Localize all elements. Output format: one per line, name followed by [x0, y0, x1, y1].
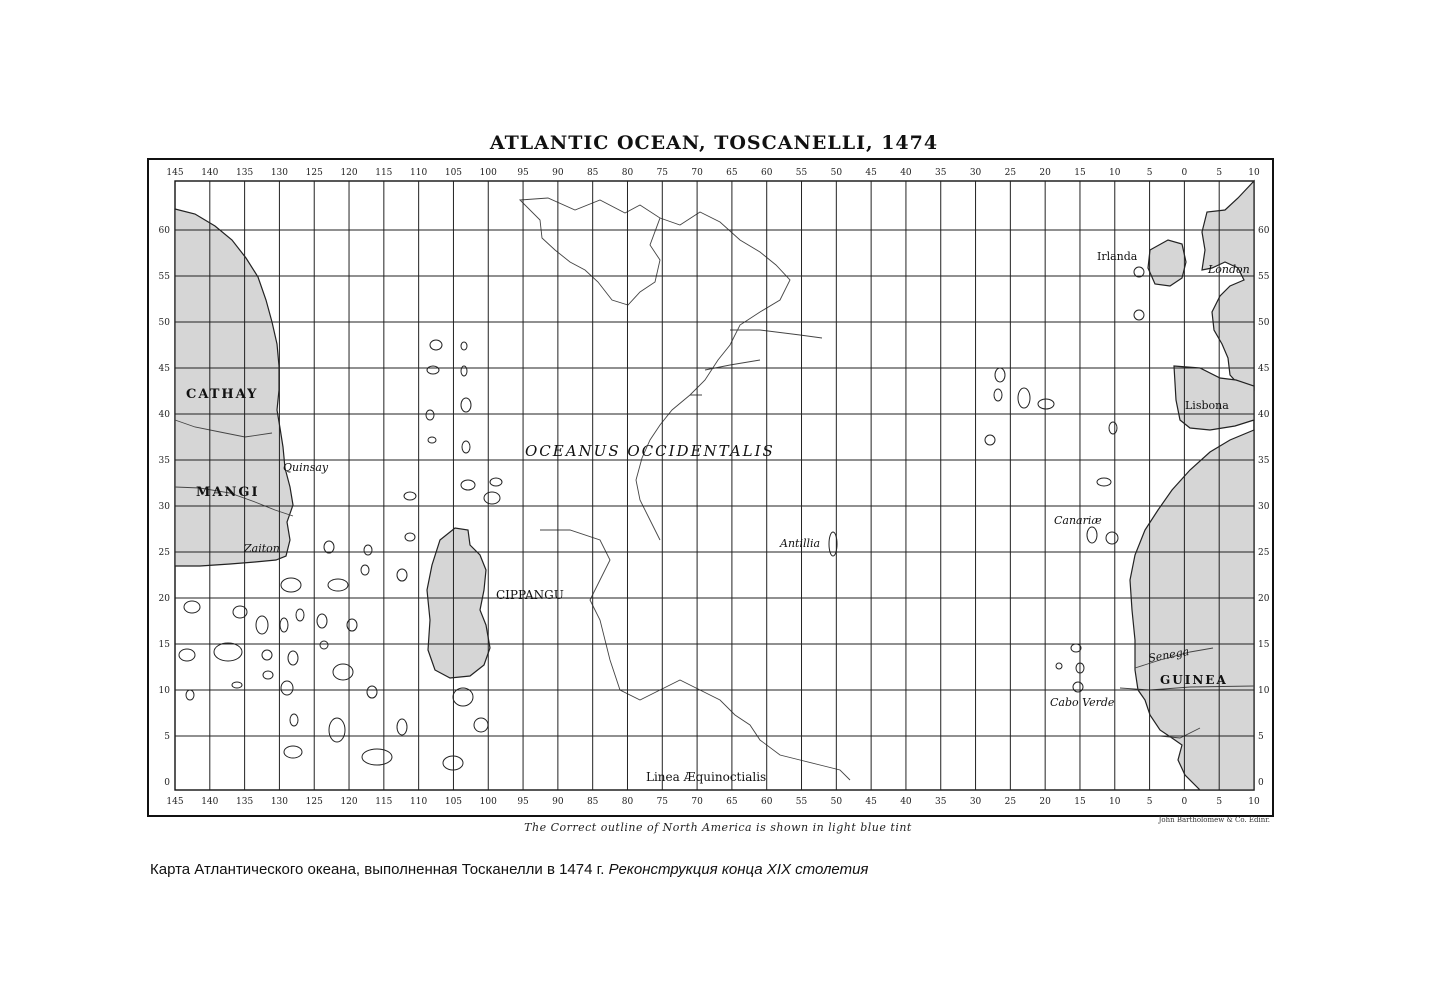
latitude-label-right: 60	[1258, 226, 1270, 236]
longitude-label-bot: 30	[969, 797, 982, 807]
cippangu-island	[427, 528, 490, 678]
longitude-label-top: 70	[691, 168, 703, 178]
longitude-label-top: 5	[1216, 168, 1223, 178]
longitude-label-top: 5	[1146, 168, 1153, 178]
longitude-label-top: 30	[969, 168, 982, 178]
longitude-label-bot: 75	[656, 797, 669, 807]
longitude-label-bot: 90	[552, 797, 564, 807]
longitude-label-top: 65	[726, 168, 738, 178]
longitude-label-top: 80	[621, 168, 634, 178]
label-quinsay: Quinsay	[283, 461, 329, 474]
graticule-labels	[159, 168, 1270, 807]
longitude-label-top: 10	[1248, 168, 1260, 178]
latitude-label-right: 25	[1258, 548, 1270, 558]
longitude-label-top: 140	[201, 168, 219, 178]
longitude-label-top: 90	[552, 168, 564, 178]
longitude-label-top: 60	[760, 168, 773, 178]
longitude-label-top: 15	[1074, 168, 1086, 178]
longitude-label-top: 0	[1181, 168, 1188, 178]
longitude-label-bot: 95	[517, 797, 529, 807]
longitude-label-top: 40	[900, 168, 912, 178]
latitude-label-left: 55	[158, 272, 170, 282]
latitude-label-left: 60	[158, 226, 170, 236]
longitude-label-bot: 100	[479, 797, 497, 807]
longitude-label-bot: 105	[444, 797, 463, 807]
longitude-label-bot: 5	[1216, 797, 1223, 807]
longitude-label-bot: 140	[201, 797, 219, 807]
longitude-label-bot: 110	[410, 797, 428, 807]
latitude-label-right: 20	[1258, 594, 1270, 604]
latitude-label-right: 0	[1258, 778, 1264, 788]
latitude-label-right: 40	[1258, 410, 1270, 420]
longitude-label-top: 25	[1004, 168, 1017, 178]
label-irlanda: Irlanda	[1097, 250, 1138, 263]
latitude-label-left: 5	[164, 732, 170, 742]
longitude-label-top: 45	[865, 168, 877, 178]
latitude-label-left: 50	[158, 318, 170, 328]
longitude-label-bot: 45	[865, 797, 877, 807]
longitude-label-bot: 20	[1039, 797, 1051, 807]
longitude-label-top: 135	[236, 168, 254, 178]
label-equator: Linea Æquinoctialis	[646, 770, 767, 784]
figure-caption	[150, 861, 868, 878]
label-senega: Senega	[1147, 644, 1191, 665]
longitude-label-top: 125	[305, 168, 323, 178]
north-america-outline	[520, 198, 850, 780]
label-zaiton: Zaiton	[244, 542, 280, 555]
longitude-label-top: 145	[166, 168, 184, 178]
longitude-label-bot: 50	[830, 797, 843, 807]
label-cathay: CATHAY	[186, 387, 259, 402]
longitude-label-top: 130	[270, 168, 289, 178]
longitude-label-top: 50	[830, 168, 843, 178]
longitude-label-top: 55	[795, 168, 808, 178]
longitude-label-bot: 60	[760, 797, 773, 807]
latitude-label-left: 10	[158, 686, 170, 696]
label-mangi: MANGI	[196, 485, 260, 500]
latitude-label-left: 30	[158, 502, 170, 512]
label-lisbona: Lisbona	[1185, 399, 1229, 412]
longitude-label-bot: 115	[375, 797, 393, 807]
latitude-label-right: 10	[1258, 686, 1270, 696]
longitude-label-bot: 145	[166, 797, 184, 807]
latitude-label-left: 20	[158, 594, 170, 604]
latitude-label-right: 55	[1258, 272, 1270, 282]
latitude-label-right: 30	[1258, 502, 1270, 512]
longitude-label-bot: 135	[236, 797, 254, 807]
longitude-label-top: 120	[340, 168, 358, 178]
latitude-label-left: 45	[158, 364, 170, 374]
label-guinea: GUINEA	[1160, 673, 1228, 687]
label-cabo-verde: Cabo Verde	[1050, 696, 1115, 709]
latitude-label-left: 15	[158, 640, 170, 650]
longitude-label-bot: 10	[1109, 797, 1121, 807]
latitude-label-right: 5	[1258, 732, 1264, 742]
label-ocean: OCEANUS OCCIDENTALIS	[525, 442, 775, 460]
longitude-label-bot: 80	[621, 797, 634, 807]
longitude-label-bot: 70	[691, 797, 703, 807]
longitude-label-bot: 85	[586, 797, 599, 807]
caption-main: Карта Атлантического океана, выполненная Тосканелли в 1474 г.	[150, 861, 605, 878]
longitude-label-top: 105	[444, 168, 463, 178]
longitude-label-bot: 0	[1181, 797, 1188, 807]
map-title: ATLANTIC OCEAN, TOSCANELLI, 1474	[489, 132, 939, 154]
longitude-label-top: 20	[1039, 168, 1051, 178]
label-cippangu: CIPPANGU	[496, 588, 564, 602]
longitude-label-bot: 40	[900, 797, 912, 807]
longitude-label-top: 35	[935, 168, 947, 178]
longitude-label-top: 100	[479, 168, 497, 178]
label-antillia: Antillia	[780, 537, 821, 550]
latitude-label-left: 35	[158, 456, 170, 466]
longitude-label-top: 95	[517, 168, 529, 178]
label-london: London	[1208, 263, 1250, 276]
label-canariae: Canariæ	[1054, 514, 1102, 527]
longitude-label-bot: 55	[795, 797, 808, 807]
longitude-label-bot: 10	[1248, 797, 1260, 807]
longitude-label-top: 85	[586, 168, 599, 178]
scattered-islands	[179, 267, 1144, 770]
latitude-label-left: 0	[164, 778, 170, 788]
longitude-label-bot: 25	[1004, 797, 1017, 807]
latitude-label-left: 25	[158, 548, 170, 558]
longitude-label-bot: 120	[340, 797, 358, 807]
latitude-label-right: 50	[1258, 318, 1270, 328]
longitude-label-bot: 35	[935, 797, 947, 807]
longitude-label-bot: 130	[270, 797, 289, 807]
longitude-label-bot: 5	[1146, 797, 1153, 807]
longitude-label-top: 115	[375, 168, 393, 178]
latitude-label-right: 35	[1258, 456, 1270, 466]
longitude-label-bot: 65	[726, 797, 738, 807]
longitude-label-top: 75	[656, 168, 669, 178]
longitude-label-bot: 15	[1074, 797, 1086, 807]
map-note: The Correct outline of North America is shown in light blue tint	[524, 821, 912, 834]
latitude-label-right: 15	[1258, 640, 1270, 650]
longitude-label-top: 10	[1109, 168, 1121, 178]
caption-italic: Реконструкция конца XIX столетия	[608, 861, 869, 878]
latitude-label-right: 45	[1258, 364, 1270, 374]
longitude-label-top: 110	[410, 168, 428, 178]
longitude-label-bot: 125	[305, 797, 323, 807]
map-credit: John Bartholomew & Co. Edinr.	[1158, 816, 1270, 824]
latitude-label-left: 40	[158, 410, 170, 420]
